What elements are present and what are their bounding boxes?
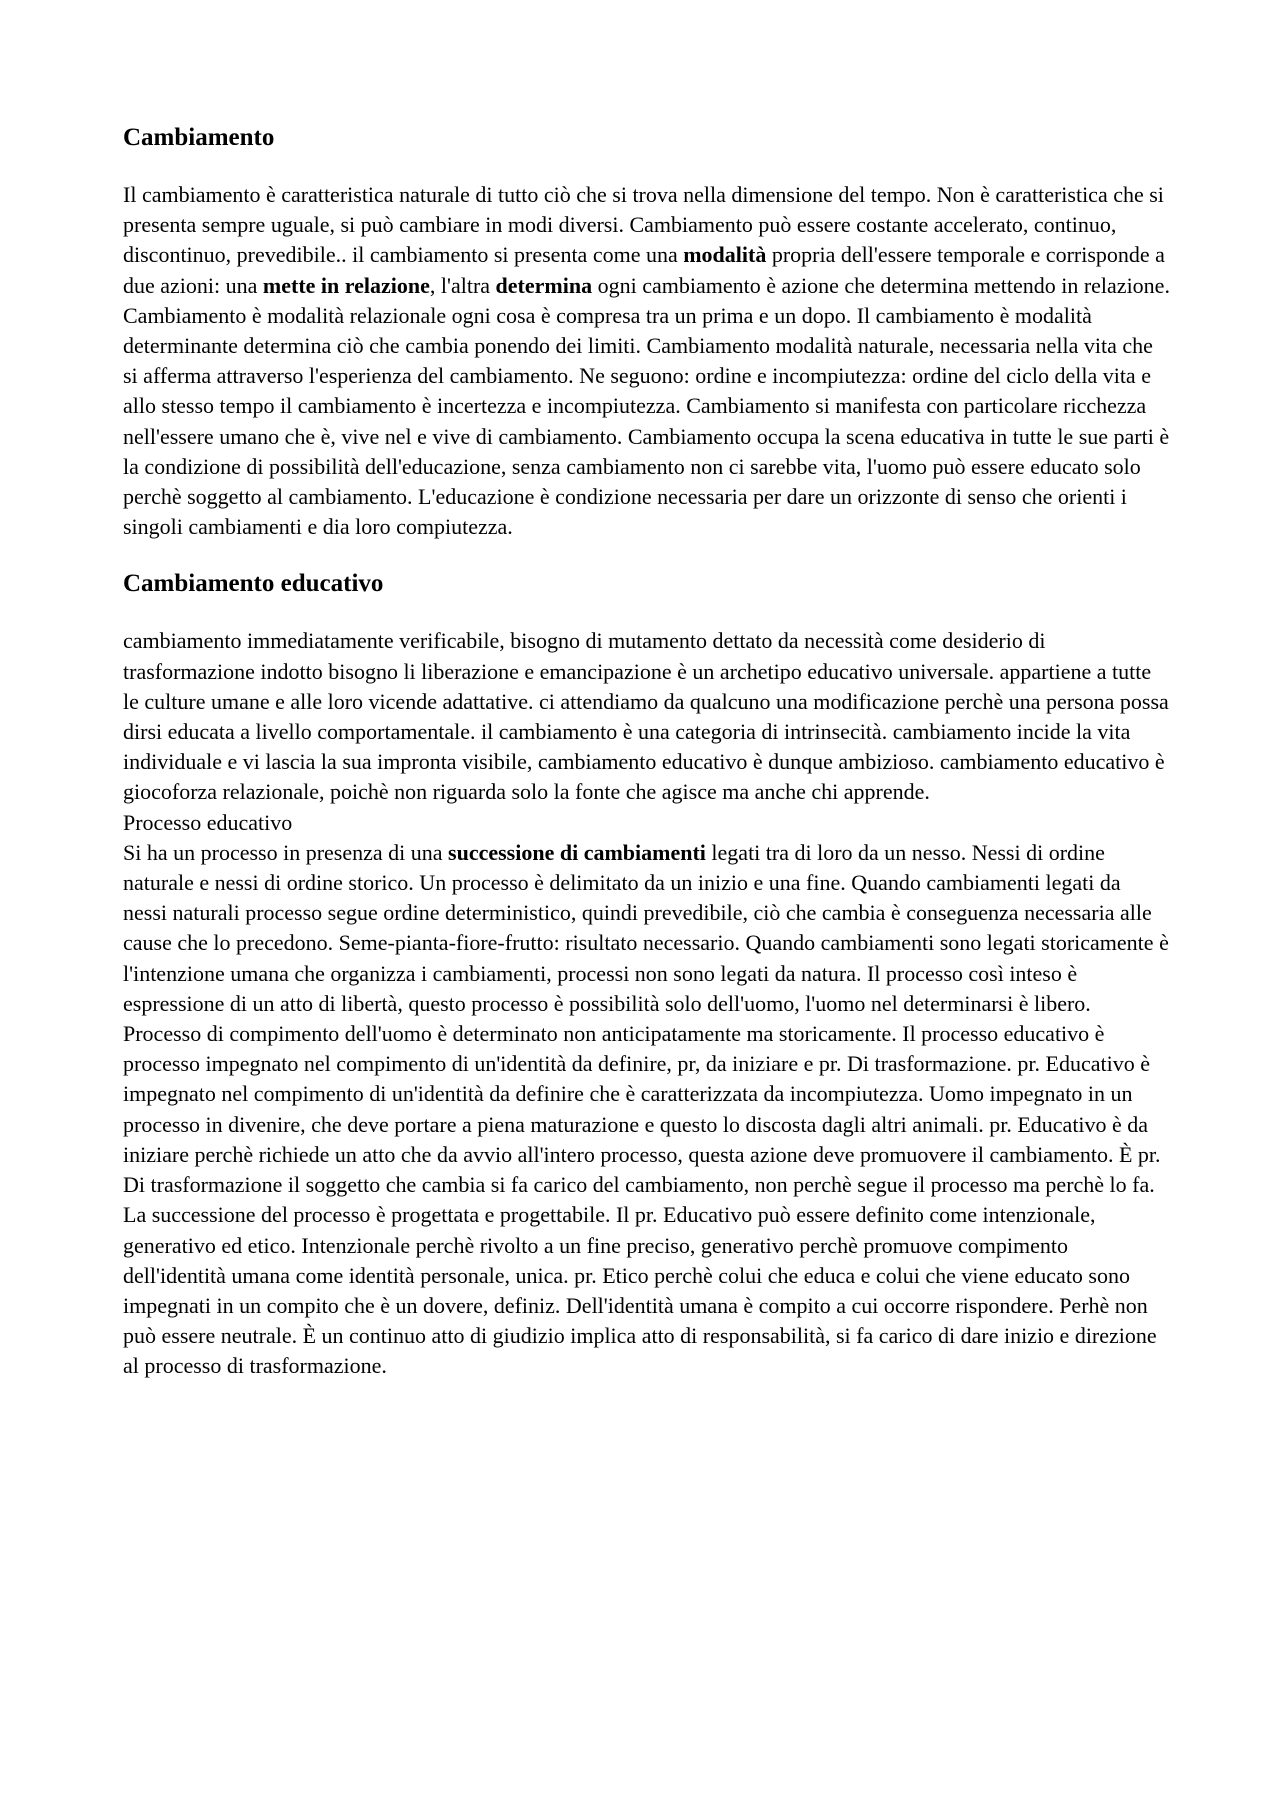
section-heading: Cambiamento [123,124,275,151]
text-run: Il cambiamento è caratteristica naturale di tutto ciò che si trova nella dimensione del tempo. Non è caratteristica che si presenta sempre uguale, si può cambiare in modi diversi. Cambiamento può essere costante accelerato, continuo, discontinuo, prevedibile.. il cambiamento si presenta come una [123,182,1164,268]
bold-term: mette in relazione [262,272,430,298]
body-paragraph [123,626,1170,807]
section-heading: Cambiamento educativo [123,570,384,598]
body-paragraph [123,838,1170,1382]
bold-term: determina [495,272,593,298]
text-run: , l'altra [429,272,496,298]
bold-term: successione di cambiamenti [448,839,706,865]
bold-term: modalità [683,242,767,268]
text-run: ogni cambiamento è azione che determina mettendo in relazione. Cambiamento è modalità relazionale ogni cosa è compresa tra un prima e un dopo. Il cambiamento è modalità determinante determina ciò che cambia ponendo dei limiti. Cambiamento modalità naturale, necessaria nella vita che si afferma attraverso l'esperienza del cambiamento. Ne seguono: ordine e incompiutezza: ordine del ciclo della vita e allo stesso tempo il cambiamento è incertezza e incompiutezza. Cambiamento si manifesta con particolare ricchezza nell'essere umano che è, vive nel e vive di cambiamento. Cambiamento occupa la scena educativa in tutte le sue parti è la condizione di possibilità dell'educazione, senza cambiamento non ci sarebbe vita, l'uomo può essere educato solo perchè soggetto al cambiamento. L'educazione è condizione necessaria per dare un orizzonte di senso che orienti i singoli cambiamenti e dia loro compiutezza. [123,272,1170,540]
section-cambiamento [123,122,1170,542]
text-run: Processo educativo [123,809,293,835]
text-run: legati tra di loro da un nesso. Nessi di ordine naturale e nessi di ordine storico. Un processo è delimitato da un inizio e una fine. Quando cambiamenti legati da nessi naturali processo segue ordine deterministico, quindi prevedibile, ciò che cambia è conseguenza necessaria alle cause che lo precedono. Seme-pianta-fiore-frutto: risultato necessario. Quando cambiamenti sono legati storicamente è l'intenzione umana che organizza i cambiamenti, processi non sono legati da natura. Il processo così inteso è espressione di un atto di libertà, questo processo è possibilità solo dell'uomo, l'uomo nel determinarsi è libero. Processo di compimento dell'uomo è determinato non anticipatamente ma storicamente. Il processo educativo è processo impegnato nel compimento di un'identità da definire, pr, da iniziare e pr. Di trasformazione. pr. Educativo è impegnato nel compimento di un'identità da definire che è caratterizzata da incompiutezza. Uomo impegnato in un processo in divenire, che deve portare a piena maturazione e questo lo discosta dagli altri animali. pr. Educativo è da iniziare perchè richiede un atto che da avvio all'intero processo, questa azione deve promuovere il cambiamento. È pr. Di trasformazione il soggetto che cambia si fa carico del cambiamento, non perchè segue il processo ma perchè lo fa. La successione del processo è progettata e progettabile. Il pr. Educativo può essere definito come intenzionale, generativo ed etico. Intenzionale perchè rivolto a un fine preciso, generativo perchè promuove compimento dell'identità umana come identità personale, unica. pr. Etico perchè colui che educa e colui che viene educato sono impegnati in un compito che è un dovere, definiz. Dell'identità umana è compito a cui occorre rispondere. Perhè non può essere neutrale. È un continuo atto di giudizio implica atto di responsabilità, si fa carico di dare inizio e direzione al processo di trasformazione. [123,839,1169,1379]
text-run: cambiamento immediatamente verificabile, bisogno di mutamento dettato da necessità come desiderio di trasformazione indotto bisogno li liberazione e emancipazione è un archetipo educativo universale. appartiene a tutte le culture umane e alle loro vicende adattative. ci attendiamo da qualcuno una modificazione perchè una persona possa dirsi educata a livello comportamentale. il cambiamento è una categoria di intrinsecità. cambiamento incide la vita individuale e vi lascia la sua impronta visibile, cambiamento educativo è dunque ambizioso. cambiamento educativo è giocoforza relazionale, poichè non riguarda solo la fonte che agisce ma anche chi apprende. [123,628,1169,805]
section-cambiamento-educativo [123,568,1170,1381]
subheading-line [123,808,1170,838]
text-run: propria dell'essere temporale e corrisponde a due azioni: una [123,242,1165,298]
text-run: Si ha un processo in presenza di una [123,839,449,865]
body-paragraph [123,180,1170,542]
